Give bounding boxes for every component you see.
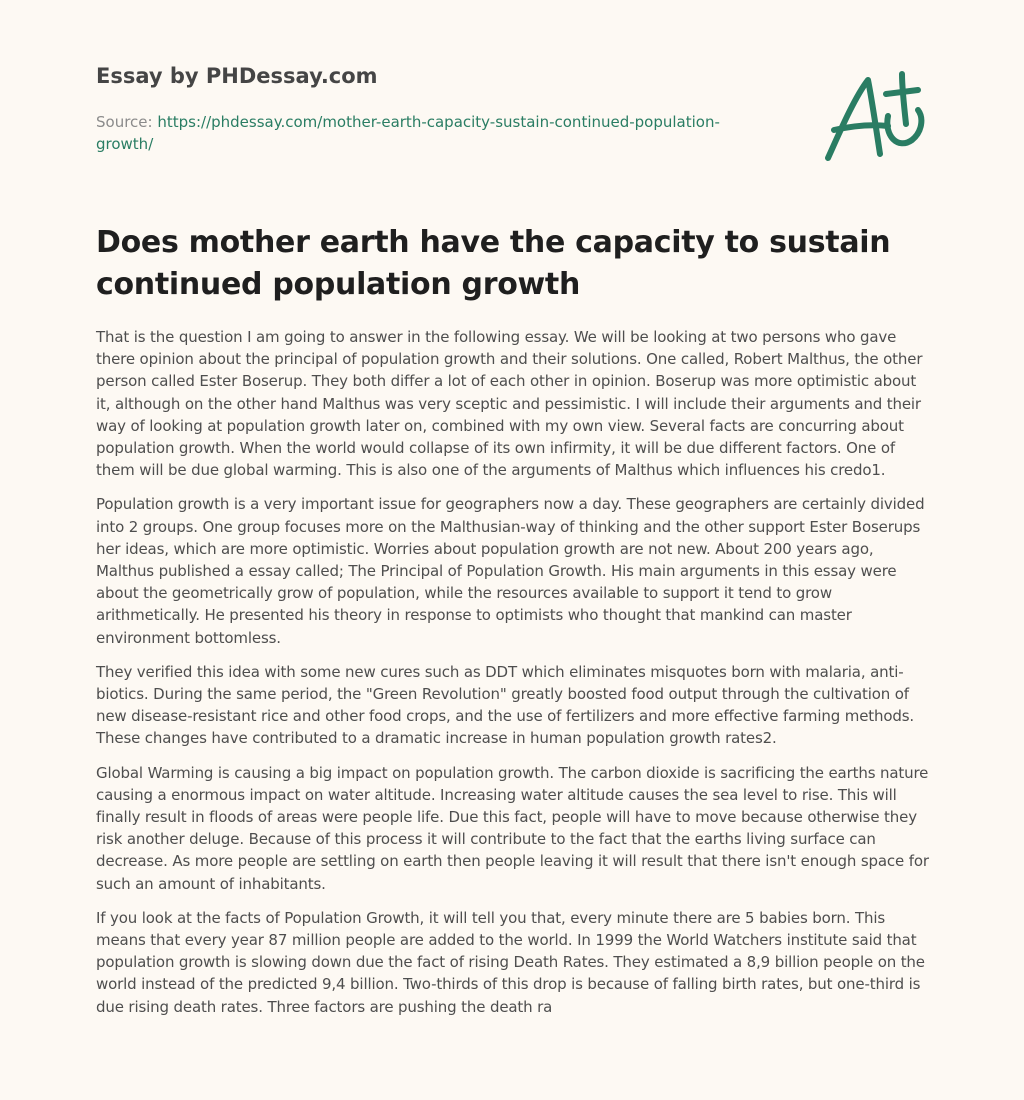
- paragraph: They verified this idea with some new cures such as DDT which eliminates misquotes born with malaria, anti-biotics. During the same period, the "Green Revolution" greatly boosted food output through the cultivation of new disease-resistant rice and other food crops, and the use of fertilizers and more effective farming methods. These changes have contributed to a dramatic increase in human population growth rates2.: [96, 662, 915, 748]
- site-brand: Essay by PHDessay.com: [96, 64, 378, 88]
- paragraph: Population growth is a very important issue for geographers now a day. These geographers are certainly divided into 2 groups. One group focuses more on the Malthusian-way of thinking and the other support Ester Boserups her ideas, which are more optimistic. Worries about population growth are not new. About 200 years ago, Malthus published a essay called; The Principal of Population Growth. His main arguments in this essay were about the geometrically grow of population, while the resources available to support it tend to grow arithmetically. He presented his theory in response to optimists who thought that mankind can master environment bottomless.: [96, 495, 925, 647]
- paragraph: That is the question I am going to answer in the following essay. We will be looking at two persons who gave there opinion about the principal of population growth and their solutions. One called, Robert Malthus, the other person called Ester Boserup. They both differ a lot of each other in opinion. Boserup was more optimistic about it, although on the other hand Malthus was very sceptic and pessimistic. I will include their arguments and their way of looking at population growth later on, combined with my own view. Several facts are concurring about population growth. When the world would collapse of its own infirmity, it will be due different factors. One of them will be due global warming. This is also one of the arguments of Malthus which influences his credo1.: [96, 328, 923, 480]
- source-line: [96, 111, 736, 155]
- essay-title: Does mother earth have the capacity to sustain continued population growth: [96, 225, 891, 302]
- source-label: Source:: [96, 113, 153, 131]
- paragraph: Global Warming is causing a big impact on population growth. The carbon dioxide is sacrificing the earths nature causing a enormous impact on water altitude. Increasing water altitude causes the sea level to rise. This will finally result in floods of areas were people life. Due this fact, people will have to move because otherwise they risk another deluge. Because of this process it will contribute to the fact that the earths living surface can decrease. As more people are settling on earth then people leaving it will result that there isn't enough space for such an amount of inhabitants.: [96, 763, 929, 893]
- essay-body: [96, 326, 932, 1030]
- source-url-line2: growth/: [96, 135, 154, 153]
- source-link[interactable]: [96, 113, 720, 153]
- source-url-line1: https://phdessay.com/mother-earth-capacity-sustain-continued-population-: [157, 113, 720, 131]
- paragraph: If you look at the facts of Population Growth, it will tell you that, every minute there are 5 babies born. This means that every year 87 million people are added to the world. In 1999 the World Watchers institute said that population growth is slowing down due the fact of rising Death Rates. They estimated a 8,9 billion people on the world instead of the predicted 9,4 billion. Two-thirds of this drop is because of falling birth rates, but one-third is due rising death rates. Three factors are pushing the death ra: [96, 908, 925, 1016]
- a-plus-logo-icon: [818, 66, 930, 166]
